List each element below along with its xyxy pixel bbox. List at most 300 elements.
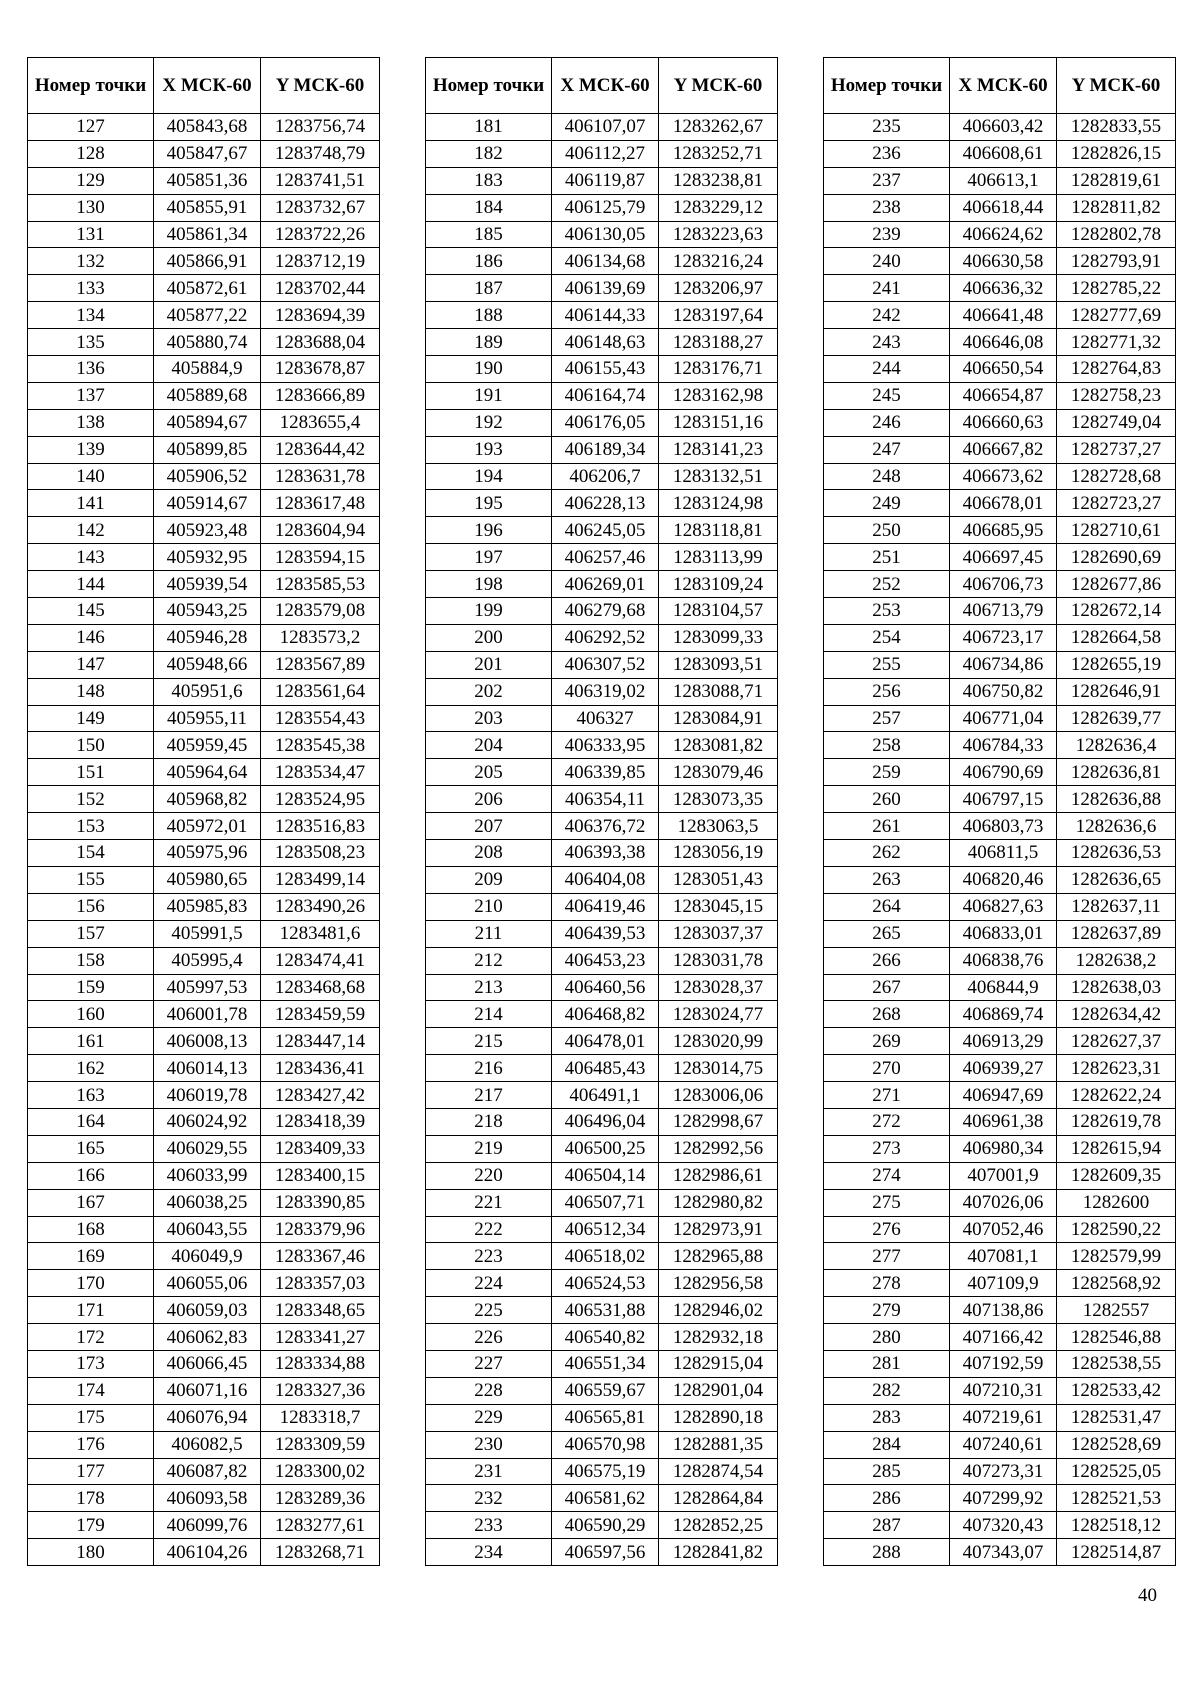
point-number-cell: 130 <box>28 194 154 221</box>
point-number-cell: 218 <box>426 1108 552 1135</box>
point-number-cell: 270 <box>824 1055 950 1082</box>
x-coordinate-cell: 406811,5 <box>950 840 1057 867</box>
header-point-number: Номер точки <box>28 58 154 114</box>
x-coordinate-cell: 406059,03 <box>154 1297 261 1324</box>
x-coordinate-cell: 406827,63 <box>950 893 1057 920</box>
table-row <box>28 1162 380 1189</box>
table-row <box>28 329 380 356</box>
point-number-cell: 286 <box>824 1485 950 1512</box>
y-coordinate-cell: 1283206,97 <box>659 275 778 302</box>
y-coordinate-cell: 1283252,71 <box>659 140 778 167</box>
header-x: X МСК-60 <box>950 58 1057 114</box>
y-coordinate-cell: 1282638,2 <box>1057 947 1176 974</box>
x-coordinate-cell: 406119,87 <box>552 167 659 194</box>
x-coordinate-cell: 406685,95 <box>950 517 1057 544</box>
x-coordinate-cell: 406087,82 <box>154 1458 261 1485</box>
y-coordinate-cell: 1283188,27 <box>659 329 778 356</box>
point-number-cell: 255 <box>824 651 950 678</box>
table-row <box>824 678 1176 705</box>
y-coordinate-cell: 1282546,88 <box>1057 1324 1176 1351</box>
table-row <box>824 1377 1176 1404</box>
table-row <box>824 140 1176 167</box>
x-coordinate-cell: 405975,96 <box>154 840 261 867</box>
point-number-cell: 148 <box>28 678 154 705</box>
point-number-cell: 186 <box>426 248 552 275</box>
point-number-cell: 147 <box>28 651 154 678</box>
x-coordinate-cell: 405955,11 <box>154 705 261 732</box>
point-number-cell: 139 <box>28 436 154 463</box>
table-row <box>824 1297 1176 1324</box>
table-row <box>426 463 778 490</box>
table-row <box>426 705 778 732</box>
y-coordinate-cell: 1282992,56 <box>659 1135 778 1162</box>
table-row <box>426 974 778 1001</box>
x-coordinate-cell: 406790,69 <box>950 759 1057 786</box>
y-coordinate-cell: 1283604,94 <box>261 517 380 544</box>
point-number-cell: 263 <box>824 866 950 893</box>
y-coordinate-cell: 1282533,42 <box>1057 1377 1176 1404</box>
y-coordinate-cell: 1283081,82 <box>659 732 778 759</box>
header-x: X МСК-60 <box>552 58 659 114</box>
table-row <box>426 678 778 705</box>
y-coordinate-cell: 1283499,14 <box>261 866 380 893</box>
x-coordinate-cell: 406164,74 <box>552 382 659 409</box>
point-number-cell: 206 <box>426 786 552 813</box>
y-coordinate-cell: 1283702,44 <box>261 275 380 302</box>
y-coordinate-cell: 1283141,23 <box>659 436 778 463</box>
table-row <box>426 1189 778 1216</box>
table-row <box>824 893 1176 920</box>
point-number-cell: 240 <box>824 248 950 275</box>
table-row <box>824 974 1176 1001</box>
point-number-cell: 236 <box>824 140 950 167</box>
x-coordinate-cell: 406176,05 <box>552 409 659 436</box>
point-number-cell: 235 <box>824 114 950 141</box>
table-row <box>824 221 1176 248</box>
x-coordinate-cell: 405995,4 <box>154 947 261 974</box>
point-number-cell: 187 <box>426 275 552 302</box>
y-coordinate-cell: 1283223,63 <box>659 221 778 248</box>
point-number-cell: 167 <box>28 1189 154 1216</box>
y-coordinate-cell: 1282874,54 <box>659 1458 778 1485</box>
x-coordinate-cell: 406750,82 <box>950 678 1057 705</box>
point-number-cell: 223 <box>426 1243 552 1270</box>
x-coordinate-cell: 406706,73 <box>950 571 1057 598</box>
table-row <box>824 382 1176 409</box>
table-row <box>426 920 778 947</box>
y-coordinate-cell: 1283104,57 <box>659 598 778 625</box>
x-coordinate-cell: 405923,48 <box>154 517 261 544</box>
point-number-cell: 238 <box>824 194 950 221</box>
x-coordinate-cell: 406112,27 <box>552 140 659 167</box>
table-row <box>426 221 778 248</box>
table-row <box>824 786 1176 813</box>
table-row <box>824 1189 1176 1216</box>
y-coordinate-cell: 1282623,31 <box>1057 1055 1176 1082</box>
point-number-cell: 261 <box>824 813 950 840</box>
x-coordinate-cell: 406076,94 <box>154 1404 261 1431</box>
y-coordinate-cell: 1282758,23 <box>1057 382 1176 409</box>
table-row <box>28 544 380 571</box>
x-coordinate-cell: 406613,1 <box>950 167 1057 194</box>
y-coordinate-cell: 1282777,69 <box>1057 302 1176 329</box>
point-number-cell: 170 <box>28 1270 154 1297</box>
y-coordinate-cell: 1282579,99 <box>1057 1243 1176 1270</box>
point-number-cell: 268 <box>824 1001 950 1028</box>
x-coordinate-cell: 407320,43 <box>950 1512 1057 1539</box>
y-coordinate-cell: 1283268,71 <box>261 1539 380 1566</box>
y-coordinate-cell: 1283678,87 <box>261 356 380 383</box>
y-coordinate-cell: 1283573,2 <box>261 624 380 651</box>
x-coordinate-cell: 406961,38 <box>950 1108 1057 1135</box>
point-number-cell: 151 <box>28 759 154 786</box>
x-coordinate-cell: 407219,61 <box>950 1404 1057 1431</box>
table-row <box>28 1270 380 1297</box>
point-number-cell: 135 <box>28 329 154 356</box>
point-number-cell: 133 <box>28 275 154 302</box>
point-number-cell: 143 <box>28 544 154 571</box>
point-number-cell: 191 <box>426 382 552 409</box>
y-coordinate-cell: 1283099,33 <box>659 624 778 651</box>
point-number-cell: 128 <box>28 140 154 167</box>
point-number-cell: 157 <box>28 920 154 947</box>
point-number-cell: 262 <box>824 840 950 867</box>
x-coordinate-cell: 405851,36 <box>154 167 261 194</box>
x-coordinate-cell: 406939,27 <box>950 1055 1057 1082</box>
x-coordinate-cell: 406024,92 <box>154 1108 261 1135</box>
point-number-cell: 243 <box>824 329 950 356</box>
y-coordinate-cell: 1283124,98 <box>659 490 778 517</box>
x-coordinate-cell: 406603,42 <box>950 114 1057 141</box>
point-number-cell: 196 <box>426 517 552 544</box>
point-number-cell: 278 <box>824 1270 950 1297</box>
table-row <box>426 759 778 786</box>
x-coordinate-cell: 406797,15 <box>950 786 1057 813</box>
table-row <box>824 1458 1176 1485</box>
y-coordinate-cell: 1283031,78 <box>659 947 778 974</box>
point-number-cell: 150 <box>28 732 154 759</box>
x-coordinate-cell: 406734,86 <box>950 651 1057 678</box>
y-coordinate-cell: 1283216,24 <box>659 248 778 275</box>
table-row <box>426 517 778 544</box>
y-coordinate-cell: 1282590,22 <box>1057 1216 1176 1243</box>
x-coordinate-cell: 406125,79 <box>552 194 659 221</box>
table-row <box>824 1082 1176 1109</box>
point-number-cell: 288 <box>824 1539 950 1566</box>
point-number-cell: 233 <box>426 1512 552 1539</box>
point-number-cell: 251 <box>824 544 950 571</box>
point-number-cell: 281 <box>824 1350 950 1377</box>
y-coordinate-cell: 1282973,91 <box>659 1216 778 1243</box>
y-coordinate-cell: 1282627,37 <box>1057 1028 1176 1055</box>
x-coordinate-cell: 406678,01 <box>950 490 1057 517</box>
y-coordinate-cell: 1283020,99 <box>659 1028 778 1055</box>
point-number-cell: 146 <box>28 624 154 651</box>
table-row <box>426 409 778 436</box>
point-number-cell: 178 <box>28 1485 154 1512</box>
x-coordinate-cell: 406504,14 <box>552 1162 659 1189</box>
point-number-cell: 153 <box>28 813 154 840</box>
x-coordinate-cell: 406650,54 <box>950 356 1057 383</box>
table-row <box>28 1108 380 1135</box>
point-number-cell: 184 <box>426 194 552 221</box>
y-coordinate-cell: 1283508,23 <box>261 840 380 867</box>
y-coordinate-cell: 1282639,77 <box>1057 705 1176 732</box>
point-number-cell: 185 <box>426 221 552 248</box>
table-row <box>426 651 778 678</box>
x-coordinate-cell: 406491,1 <box>552 1082 659 1109</box>
x-coordinate-cell: 406551,34 <box>552 1350 659 1377</box>
y-coordinate-cell: 1282764,83 <box>1057 356 1176 383</box>
x-coordinate-cell: 406066,45 <box>154 1350 261 1377</box>
table-row <box>824 1431 1176 1458</box>
table-row <box>426 114 778 141</box>
x-coordinate-cell: 405997,53 <box>154 974 261 1001</box>
x-coordinate-cell: 406130,05 <box>552 221 659 248</box>
point-number-cell: 258 <box>824 732 950 759</box>
y-coordinate-cell: 1282901,04 <box>659 1377 778 1404</box>
x-coordinate-cell: 406559,67 <box>552 1377 659 1404</box>
point-number-cell: 165 <box>28 1135 154 1162</box>
table-row <box>426 598 778 625</box>
table-row <box>28 598 380 625</box>
point-number-cell: 166 <box>28 1162 154 1189</box>
x-coordinate-cell: 406468,82 <box>552 1001 659 1028</box>
point-number-cell: 192 <box>426 409 552 436</box>
x-coordinate-cell: 406245,05 <box>552 517 659 544</box>
point-number-cell: 189 <box>426 329 552 356</box>
x-coordinate-cell: 406838,76 <box>950 947 1057 974</box>
y-coordinate-cell: 1283024,77 <box>659 1001 778 1028</box>
point-number-cell: 204 <box>426 732 552 759</box>
y-coordinate-cell: 1282802,78 <box>1057 221 1176 248</box>
y-coordinate-cell: 1283427,42 <box>261 1082 380 1109</box>
y-coordinate-cell: 1283644,42 <box>261 436 380 463</box>
point-number-cell: 277 <box>824 1243 950 1270</box>
x-coordinate-cell: 406518,02 <box>552 1243 659 1270</box>
y-coordinate-cell: 1282749,04 <box>1057 409 1176 436</box>
y-coordinate-cell: 1282826,15 <box>1057 140 1176 167</box>
point-number-cell: 230 <box>426 1431 552 1458</box>
point-number-cell: 131 <box>28 221 154 248</box>
y-coordinate-cell: 1283037,37 <box>659 920 778 947</box>
y-coordinate-cell: 1282637,11 <box>1057 893 1176 920</box>
y-coordinate-cell: 1283756,74 <box>261 114 380 141</box>
table-row <box>426 302 778 329</box>
point-number-cell: 287 <box>824 1512 950 1539</box>
table-row <box>28 786 380 813</box>
x-coordinate-cell: 405884,9 <box>154 356 261 383</box>
y-coordinate-cell: 1283073,35 <box>659 786 778 813</box>
y-coordinate-cell: 1283748,79 <box>261 140 380 167</box>
y-coordinate-cell: 1282737,27 <box>1057 436 1176 463</box>
point-number-cell: 200 <box>426 624 552 651</box>
x-coordinate-cell: 406333,95 <box>552 732 659 759</box>
y-coordinate-cell: 1283300,02 <box>261 1458 380 1485</box>
point-number-cell: 163 <box>28 1082 154 1109</box>
y-coordinate-cell: 1282622,24 <box>1057 1082 1176 1109</box>
point-number-cell: 226 <box>426 1324 552 1351</box>
y-coordinate-cell: 1282965,88 <box>659 1243 778 1270</box>
table-row <box>28 1189 380 1216</box>
x-coordinate-cell: 406485,43 <box>552 1055 659 1082</box>
y-coordinate-cell: 1282771,32 <box>1057 329 1176 356</box>
point-number-cell: 199 <box>426 598 552 625</box>
point-number-cell: 175 <box>28 1404 154 1431</box>
y-coordinate-cell: 1282890,18 <box>659 1404 778 1431</box>
x-coordinate-cell: 405914,67 <box>154 490 261 517</box>
point-number-cell: 160 <box>28 1001 154 1028</box>
table-row <box>28 1028 380 1055</box>
x-coordinate-cell: 406019,78 <box>154 1082 261 1109</box>
y-coordinate-cell: 1282946,02 <box>659 1297 778 1324</box>
point-number-cell: 221 <box>426 1189 552 1216</box>
y-coordinate-cell: 1282568,92 <box>1057 1270 1176 1297</box>
y-coordinate-cell: 1283545,38 <box>261 732 380 759</box>
table-row <box>824 167 1176 194</box>
header-point-number: Номер точки <box>426 58 552 114</box>
y-coordinate-cell: 1283459,59 <box>261 1001 380 1028</box>
point-number-cell: 271 <box>824 1082 950 1109</box>
point-number-cell: 237 <box>824 167 950 194</box>
point-number-cell: 228 <box>426 1377 552 1404</box>
point-number-cell: 188 <box>426 302 552 329</box>
y-coordinate-cell: 1283079,46 <box>659 759 778 786</box>
table-row <box>28 463 380 490</box>
table-header-row <box>824 58 1176 114</box>
y-coordinate-cell: 1283118,81 <box>659 517 778 544</box>
table-row <box>824 194 1176 221</box>
coordinates-table-1 <box>27 57 380 1566</box>
x-coordinate-cell: 406723,17 <box>950 624 1057 651</box>
x-coordinate-cell: 407026,06 <box>950 1189 1057 1216</box>
y-coordinate-cell: 1283534,47 <box>261 759 380 786</box>
x-coordinate-cell: 406093,58 <box>154 1485 261 1512</box>
table-row <box>426 1135 778 1162</box>
table-row <box>426 490 778 517</box>
x-coordinate-cell: 406453,23 <box>552 947 659 974</box>
x-coordinate-cell: 407299,92 <box>950 1485 1057 1512</box>
y-coordinate-cell: 1283109,24 <box>659 571 778 598</box>
point-number-cell: 216 <box>426 1055 552 1082</box>
point-number-cell: 282 <box>824 1377 950 1404</box>
table-row <box>426 1377 778 1404</box>
table-row <box>28 1082 380 1109</box>
table-row <box>28 678 380 705</box>
point-number-cell: 285 <box>824 1458 950 1485</box>
point-number-cell: 169 <box>28 1243 154 1270</box>
x-coordinate-cell: 407052,46 <box>950 1216 1057 1243</box>
point-number-cell: 145 <box>28 598 154 625</box>
y-coordinate-cell: 1283045,15 <box>659 893 778 920</box>
point-number-cell: 154 <box>28 840 154 867</box>
x-coordinate-cell: 406641,48 <box>950 302 1057 329</box>
table-row <box>824 1055 1176 1082</box>
table-row <box>426 140 778 167</box>
x-coordinate-cell: 406565,81 <box>552 1404 659 1431</box>
x-coordinate-cell: 407166,42 <box>950 1324 1057 1351</box>
x-coordinate-cell: 406540,82 <box>552 1324 659 1351</box>
point-number-cell: 142 <box>28 517 154 544</box>
table-row <box>28 571 380 598</box>
x-coordinate-cell: 405932,95 <box>154 544 261 571</box>
point-number-cell: 227 <box>426 1350 552 1377</box>
y-coordinate-cell: 1282636,4 <box>1057 732 1176 759</box>
x-coordinate-cell: 407210,31 <box>950 1377 1057 1404</box>
x-coordinate-cell: 406636,32 <box>950 275 1057 302</box>
x-coordinate-cell: 406820,46 <box>950 866 1057 893</box>
table-row <box>426 1216 778 1243</box>
table-row <box>426 1431 778 1458</box>
y-coordinate-cell: 1282514,87 <box>1057 1539 1176 1566</box>
x-coordinate-cell: 405980,65 <box>154 866 261 893</box>
x-coordinate-cell: 406033,99 <box>154 1162 261 1189</box>
table-row <box>28 1324 380 1351</box>
table-row <box>426 1001 778 1028</box>
y-coordinate-cell: 1282833,55 <box>1057 114 1176 141</box>
point-number-cell: 225 <box>426 1297 552 1324</box>
y-coordinate-cell: 1282881,35 <box>659 1431 778 1458</box>
x-coordinate-cell: 406148,63 <box>552 329 659 356</box>
y-coordinate-cell: 1282677,86 <box>1057 571 1176 598</box>
table-row <box>824 1512 1176 1539</box>
x-coordinate-cell: 406104,26 <box>154 1539 261 1566</box>
y-coordinate-cell: 1283468,68 <box>261 974 380 1001</box>
table-row <box>824 866 1176 893</box>
x-coordinate-cell: 406043,55 <box>154 1216 261 1243</box>
point-number-cell: 266 <box>824 947 950 974</box>
y-coordinate-cell: 1283309,59 <box>261 1431 380 1458</box>
y-coordinate-cell: 1283176,71 <box>659 356 778 383</box>
y-coordinate-cell: 1282636,88 <box>1057 786 1176 813</box>
point-number-cell: 280 <box>824 1324 950 1351</box>
table-row <box>824 1350 1176 1377</box>
x-coordinate-cell: 406139,69 <box>552 275 659 302</box>
table-row <box>28 409 380 436</box>
table-row <box>426 1108 778 1135</box>
point-number-cell: 138 <box>28 409 154 436</box>
y-coordinate-cell: 1283197,64 <box>659 302 778 329</box>
x-coordinate-cell: 406014,13 <box>154 1055 261 1082</box>
x-coordinate-cell: 406134,68 <box>552 248 659 275</box>
table-row <box>426 1243 778 1270</box>
table-row <box>824 1001 1176 1028</box>
y-coordinate-cell: 1283722,26 <box>261 221 380 248</box>
table-row <box>824 463 1176 490</box>
point-number-cell: 252 <box>824 571 950 598</box>
point-number-cell: 245 <box>824 382 950 409</box>
table-row <box>28 1404 380 1431</box>
y-coordinate-cell: 1283561,64 <box>261 678 380 705</box>
x-coordinate-cell: 406512,34 <box>552 1216 659 1243</box>
y-coordinate-cell: 1282636,53 <box>1057 840 1176 867</box>
point-number-cell: 127 <box>28 114 154 141</box>
point-number-cell: 249 <box>824 490 950 517</box>
point-number-cell: 197 <box>426 544 552 571</box>
x-coordinate-cell: 407109,9 <box>950 1270 1057 1297</box>
y-coordinate-cell: 1283481,6 <box>261 920 380 947</box>
y-coordinate-cell: 1282811,82 <box>1057 194 1176 221</box>
y-coordinate-cell: 1283006,06 <box>659 1082 778 1109</box>
point-number-cell: 181 <box>426 114 552 141</box>
table-row <box>28 1135 380 1162</box>
header-y: Y МСК-60 <box>1057 58 1176 114</box>
point-number-cell: 232 <box>426 1485 552 1512</box>
x-coordinate-cell: 407081,1 <box>950 1243 1057 1270</box>
point-number-cell: 205 <box>426 759 552 786</box>
table-row <box>824 1135 1176 1162</box>
table-row <box>426 1485 778 1512</box>
